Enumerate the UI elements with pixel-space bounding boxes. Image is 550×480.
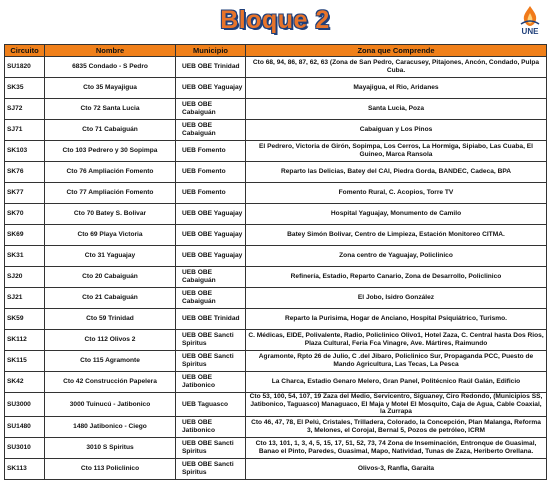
table-row [5,225,547,246]
cell-zona: El Jobo, Isidro González [246,288,547,309]
cell-circuito: SK35 [5,78,45,99]
cell-circuito: SU1820 [5,57,45,78]
cell-nombre: Cto 20 Cabaiguán [45,267,176,288]
cell-municipio: UEB OBE Yaguajay [176,78,246,99]
cell-circuito: SK42 [5,372,45,393]
cell-nombre: Cto 113 Policlinico [45,458,176,479]
cell-municipio: UEB OBE Cabaiguán [176,99,246,120]
cell-nombre: Cto 103 Pedrero y 30 Sopimpa [45,141,176,162]
cell-zona: Santa Lucia, Poza [246,99,547,120]
cell-nombre: Cto 35 Mayajigua [45,78,176,99]
table-row [5,183,547,204]
cell-zona: Reparto las Delicias, Batey del CAI, Piedra Gorda, BANDEC, Cadeca, BPA [246,162,547,183]
cell-municipio: UEB OBE Trinidad [176,57,246,78]
cell-circuito: SK70 [5,204,45,225]
table-row [5,437,547,458]
cell-nombre: Cto 76 Ampliación Fomento [45,162,176,183]
table-row [5,120,547,141]
cell-nombre: 3010 S Spiritus [45,437,176,458]
table-row [5,141,547,162]
cell-nombre: Cto 112 Olivos 2 [45,330,176,351]
cell-zona: Cto 53, 100, 54, 107, 19 Zaza del Medio, Servicentro, Siguaney, Ciro Redondo, (Municipios SS, Jatibonico, Taguasco) Managuaco, El Maja y Motel El Mosquito, Caja de Agua, Cable Coaxial, la Zurrapa [246,393,547,417]
cell-circuito: SK59 [5,309,45,330]
cell-circuito: SK76 [5,162,45,183]
cell-nombre: Cto 59 Trinidad [45,309,176,330]
cell-zona: Olivos-3, Ranfla, Garaita [246,458,547,479]
cell-circuito: SK31 [5,246,45,267]
cell-nombre: Cto 71 Cabaiguán [45,120,176,141]
table-body [5,57,547,480]
cell-circuito: SU3000 [5,393,45,417]
table-header-row [5,45,547,57]
table-row [5,458,547,479]
cell-circuito: SJ72 [5,99,45,120]
cell-municipio: UEB Fomento [176,183,246,204]
cell-zona: Hospital Yaguajay, Monumento de Camilo [246,204,547,225]
table-row [5,99,547,120]
table-row [5,330,547,351]
cell-municipio: UEB OBE Cabaiguán [176,120,246,141]
table-row [5,267,547,288]
cell-zona: Refinería, Estadio, Reparto Canario, Zona de Desarrollo, Policlinico [246,267,547,288]
cell-municipio: UEB OBE Jatibonico [176,416,246,437]
cell-zona: Batey Simón Bolivar, Centro de Limpieza, Estación Monitoreo CITMA. [246,225,547,246]
table-row [5,416,547,437]
cell-circuito: SU3010 [5,437,45,458]
une-logo [513,4,547,40]
cell-circuito: SJ21 [5,288,45,309]
cell-municipio: UEB OBE Sancti Spiritus [176,330,246,351]
cell-circuito: SK103 [5,141,45,162]
cell-municipio: UEB Fomento [176,141,246,162]
cell-nombre: Cto 69 Playa Victoria [45,225,176,246]
logo-text: UNE [521,27,539,36]
cell-zona: Cto 46, 47, 78, El Pelú, Cristales, Trilladera, Colorado, la Concepción, Plan Malanga, Reforma 3, Melones, el Corojal, Bernal 5, Pozos de petróleo, ICRM [246,416,547,437]
table-row [5,78,547,99]
table-row [5,162,547,183]
cell-nombre: 1480 Jatibonico - Ciego [45,416,176,437]
table-row [5,57,547,78]
cell-municipio: UEB Fomento [176,162,246,183]
cell-nombre: Cto 77 Ampliación Fomento [45,183,176,204]
cell-nombre: Cto 72 Santa Lucia [45,99,176,120]
cell-municipio: UEB OBE Jatibonico [176,372,246,393]
cell-zona: Cto 13, 101, 1, 3, 4, 5, 15, 17, 51, 52, 73, 74 Zona de Inseminación, Entronque de Guasimal, Banao el Pinto, Paredes, Guasimal, Mapo, Natividad, Tunas de Zaza, Heriberto Orellana. [246,437,547,458]
cell-municipio: UEB OBE Yaguajay [176,225,246,246]
cell-circuito: SJ20 [5,267,45,288]
cell-municipio: UEB Taguasco [176,393,246,417]
header-zona: Zona que Comprende [246,45,547,57]
cell-zona: El Pedrero, Victoria de Girón, Sopimpa, Los Cerros, La Hormiga, Sipiabo, Las Cuaba, El Guineo, Marca Ransola [246,141,547,162]
cell-circuito: SK113 [5,458,45,479]
circuit-table [4,44,547,480]
cell-zona: Cto 68, 94, 86, 87, 62, 63 (Zona de San Pedro, Caracusey, Pitajones, Ancón, Condado, Pulpa Cuba. [246,57,547,78]
table-row [5,351,547,372]
cell-municipio: UEB OBE Cabaiguán [176,288,246,309]
cell-circuito: SK115 [5,351,45,372]
cell-municipio: UEB OBE Yaguajay [176,246,246,267]
table-row [5,288,547,309]
cell-municipio: UEB OBE Sancti Spiritus [176,458,246,479]
cell-municipio: UEB OBE Cabaiguán [176,267,246,288]
cell-nombre: Cto 115 Agramonte [45,351,176,372]
cell-municipio: UEB OBE Yaguajay [176,204,246,225]
cell-zona: La Charca, Estadio Genaro Melero, Gran Panel, Politécnico Raúl Galán, Edificio [246,372,547,393]
cell-municipio: UEB OBE Trinidad [176,309,246,330]
cell-zona: Mayajigua, el Rio, Aridanes [246,78,547,99]
cell-zona: C. Médicas, EIDE, Polivalente, Radio, Policlinico Olivo1, Hotel Zaza, C. Central hasta Dos Rios, Plaza Cultural, Feria Fca Vinagre, Ave. Mártires, Raimundo [246,330,547,351]
cell-nombre: 6835 Condado - S Pedro [45,57,176,78]
table-row [5,393,547,417]
cell-municipio: UEB OBE Sancti Spiritus [176,437,246,458]
cell-nombre: Cto 70 Batey S. Bolivar [45,204,176,225]
cell-zona: Agramonte, Rpto 26 de Julio, C .del Jibaro, Policlinico Sur, Propaganda PCC, Puesto de Mando Agricultura, Las Tecas, La Pesca [246,351,547,372]
cell-zona: Reparto la Purisima, Hogar de Anciano, Hospital Psiquiátrico, Turismo. [246,309,547,330]
cell-circuito: SK77 [5,183,45,204]
header-municipio: Municipio [176,45,246,57]
header-nombre: Nombre [45,45,176,57]
table-row [5,372,547,393]
header-circuito: Circuito [5,45,45,57]
cell-circuito: SK69 [5,225,45,246]
cell-zona: Fomento Rural, C. Acopios, Torre TV [246,183,547,204]
flame-icon [513,4,547,28]
page-title: Bloque 2 [220,6,330,34]
cell-circuito: SK112 [5,330,45,351]
cell-nombre: Cto 31 Yaguajay [45,246,176,267]
table-row [5,309,547,330]
cell-municipio: UEB OBE Sancti Spiritus [176,351,246,372]
table-row [5,246,547,267]
cell-nombre: Cto 21 Cabaiguán [45,288,176,309]
cell-zona: Zona centro de Yaguajay, Policlinico [246,246,547,267]
cell-nombre: Cto 42 Construcción Papelera [45,372,176,393]
cell-circuito: SU1480 [5,416,45,437]
table-row [5,204,547,225]
cell-nombre: 3000 Tuinucú - Jatibonico [45,393,176,417]
cell-zona: Cabaiguan y Los Pinos [246,120,547,141]
cell-circuito: SJ71 [5,120,45,141]
